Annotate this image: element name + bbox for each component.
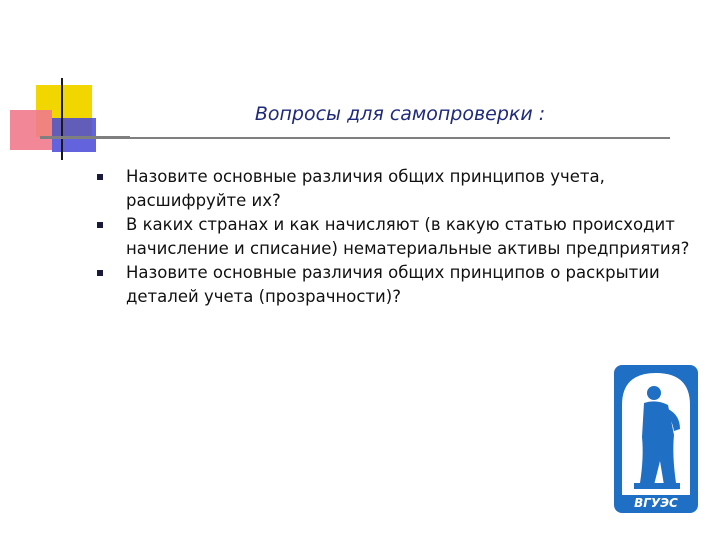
- red-square: [10, 110, 52, 150]
- question-list: [95, 165, 695, 309]
- decorative-squares: [0, 0, 130, 170]
- slide-title: Вопросы для самопроверки :: [254, 103, 546, 125]
- blue-square: [52, 118, 96, 152]
- square-bullet-icon: [97, 270, 103, 276]
- question-item: [95, 165, 695, 213]
- square-bullet-icon: [97, 174, 103, 180]
- square-bullet-icon: [97, 222, 103, 228]
- question-text: Назовите основные различия общих принципов учета, расшифруйте их?: [126, 167, 605, 210]
- question-item: [95, 261, 695, 309]
- title-rule: [40, 137, 670, 139]
- logo-text: ВГУЭС: [634, 496, 678, 510]
- university-logo: [614, 365, 698, 513]
- question-text: В каких странах и как начисляют (в какую статью происходит начисление и списание) нематериальные активы предприятия?: [126, 215, 690, 258]
- question-item: [95, 213, 695, 261]
- question-text: Назовите основные различия общих принципов о раскрытии деталей учета (прозрачности)?: [126, 263, 660, 306]
